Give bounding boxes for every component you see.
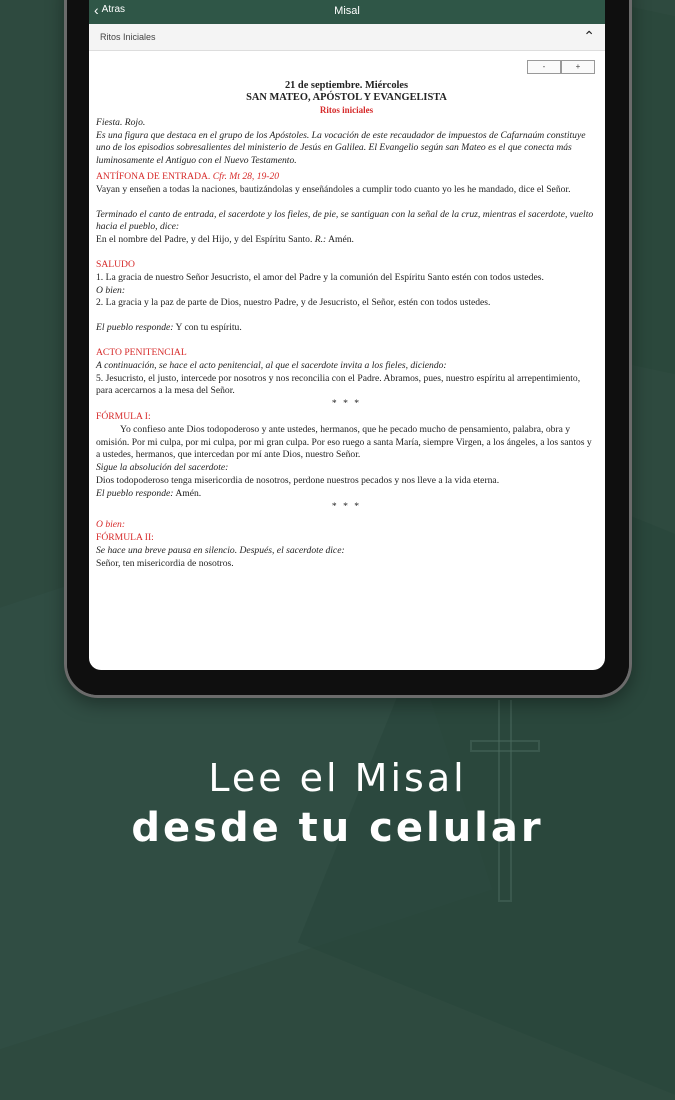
absolution-rubric: Sigue la absolución del sacerdote: — [96, 462, 229, 474]
zoom-in-button[interactable]: + — [561, 60, 595, 74]
saint-heading: SAN MATEO, APÓSTOL Y EVANGELISTA — [246, 92, 447, 103]
cross-decoration-icon — [470, 700, 540, 900]
acto-rubric: A continuación, se hace el acto penitencial, al que el sacerdote invita a los fieles, diciendo: — [96, 359, 447, 371]
absolution-text: Dios todopoderoso tenga misericordia de nosotros, perdone nuestros pecados y nos lleve a la vida eterna. — [96, 474, 500, 486]
o-bien-label: O bien: — [96, 519, 126, 531]
pueblo-responde-2 — [96, 488, 597, 501]
response-label: R.: — [314, 234, 327, 246]
acto-heading: ACTO PENITENCIAL — [96, 346, 187, 358]
formula1-heading: FÓRMULA I: — [96, 410, 151, 422]
nav-title: Misal — [334, 5, 360, 17]
pueblo-label: El pueblo responde: — [96, 487, 174, 499]
chevron-up-icon[interactable]: ⌃ — [583, 28, 595, 44]
rubric-text: Terminado el canto de entrada, el sacerdote y los fieles, de pie, se santiguan con la señal de la cruz, mientras el sacerdote, vuelto hacia el pueblo, dice: — [96, 208, 594, 233]
back-label: Atras — [101, 4, 126, 15]
saludo-1: 1. La gracia de nuestro Señor Jesucristo, el amor del Padre y la comunión del Espíritu Santo estén con todos ustedes. — [96, 271, 544, 283]
app-screen — [89, 0, 605, 670]
senor-ten-text: Señor, ten misericordia de nosotros. — [96, 557, 234, 569]
confiteor-text: Yo confieso ante Dios todopoderoso y ante ustedes, hermanos, que he pecado mucho de pensamiento, palabra, obra y omisión. Por mi culpa, por mi culpa, por mi gran culpa. Por eso ruego a santa María, siempre Virgen, a los ángeles, a los santos y a ustedes, hermanos, que intercedan por mí ante Dios, nuestro Señor. — [96, 423, 592, 461]
caption-line-1: Lee el Misal — [208, 756, 467, 800]
pueblo-label: El pueblo responde: — [96, 322, 174, 334]
missal-text — [89, 51, 605, 571]
antifona-title: ANTÍFONA DE ENTRADA. — [96, 170, 211, 182]
pueblo-responde — [96, 322, 597, 335]
signo-line: En el nombre del Padre, y del Hijo, y del Espíritu Santo. — [96, 234, 313, 246]
fiesta-label: Fiesta. Rojo. — [96, 116, 146, 128]
separator-stars: * * * — [331, 500, 362, 512]
chevron-left-icon: ‹ — [94, 1, 99, 18]
o-bien-label: O bien: — [96, 284, 126, 296]
antifona-ref: Cfr. Mt 28, 19-20 — [212, 170, 280, 182]
pausa-rubric: Se hace una breve pausa en silencio. Después, el sacerdote dice: — [96, 544, 345, 556]
ritos-heading: Ritos iniciales — [319, 105, 374, 115]
antifona-heading — [96, 171, 597, 184]
antifona-text: Vayan y enseñen a todas la naciones, bautizándolas y enseñándoles a cumplir todo cuanto yo les he mandado, dice el Señor. — [96, 183, 571, 195]
saludo-heading: SALUDO — [96, 258, 135, 270]
pueblo-response: Amén. — [175, 487, 202, 499]
nav-bar — [89, 0, 605, 24]
intro-text: Es una figura que destaca en el grupo de los Apóstoles. La vocación de este recaudador de impuestos de Cafarnaúm constituye uno de los episodios sobresalientes del ministerio de Jesús en Galilea. El Evangelio según san Mateo es el que conecta más luminosamente el Antiguo con el Nuevo Testamento. — [96, 129, 586, 167]
date-heading: 21 de septiembre. Miércoles — [284, 80, 409, 91]
pueblo-response: Y con tu espíritu. — [175, 322, 242, 334]
separator-stars: * * * — [331, 398, 362, 410]
zoom-out-button[interactable]: - — [527, 60, 561, 74]
formula2-heading: FÓRMULA II: — [96, 532, 154, 544]
section-header[interactable] — [89, 24, 605, 51]
acto-text: 5. Jesucristo, el justo, intercede por nosotros y nos reconcilia con el Padre. Abramos, pues, nuestro espíritu al arrepentimiento, para acercarnos a la mesa del Señor. — [96, 372, 581, 397]
signo-text — [96, 234, 597, 247]
section-label: Ritos Iniciales — [100, 32, 156, 42]
caption-line-2: desde tu celular — [131, 805, 544, 851]
response-text: Amén. — [328, 234, 354, 246]
saludo-2: 2. La gracia y la paz de parte de Dios, nuestro Padre, y de Jesucristo, el Señor, estén con todos ustedes. — [96, 297, 491, 309]
zoom-controls — [96, 60, 595, 74]
